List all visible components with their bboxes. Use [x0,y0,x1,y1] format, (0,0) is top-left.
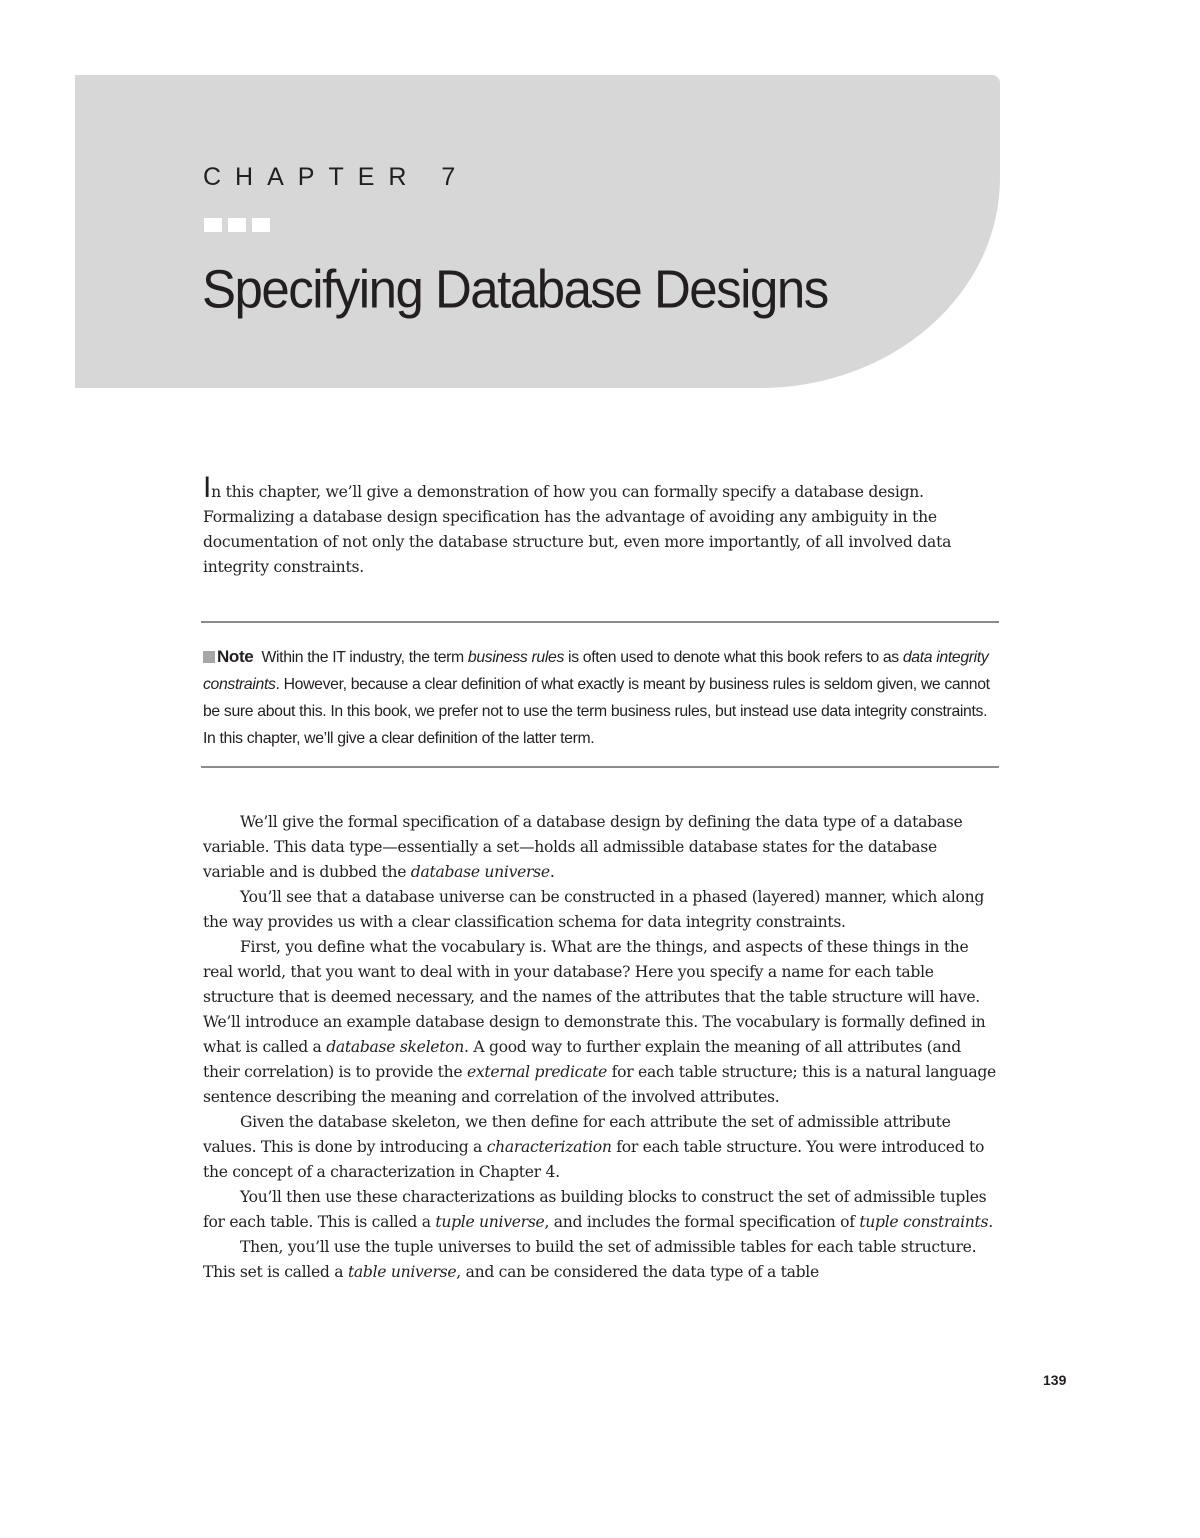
body-paragraph: First, you define what the vocabulary is. What are the things, and aspects of these things in the real world, that you want to deal with in your database? Here you specify a name for each table structure that is deemed necessary, and the names of the attributes that the table structure will have. We’ll introduce an example database design to demonstrate this. The vocabulary is formally defined in what is called a database skeleton. A good way to further explain the meaning of all attributes (and their correlation) is to provide the external predicate for each table structure; this is a natural language sentence describing the meaning and correlation of the involved attributes. [203,938,996,1106]
page-number: 139 [1043,1372,1067,1388]
note-label: Note [217,647,254,666]
body-paragraph: Then, you’ll use the tuple universes to build the set of admissible tables for each table structure. This set is called a table universe, and can be considered the data type of a table [203,1238,977,1281]
ornament-square [252,218,270,232]
body-paragraph: We’ll give the formal specification of a database design by defining the data type of a database variable. This data type—essentially a set—holds all admissible database states for the database variable and is dubbed the database universe. [203,813,963,881]
intro-text: n this chapter, we’ll give a demonstration of how you can formally specify a database design. Formalizing a database design specification has the advantage of avoiding any ambiguity in the documentation of not only the database structure but, even more importantly, of all involved data integrity constraints. [203,483,952,576]
ornament-square [228,218,246,232]
chapter-ornament [204,218,270,232]
note-square-icon [203,651,215,663]
intro-paragraph [203,471,1003,580]
note-box [201,621,999,768]
body-text [203,810,1000,1285]
chapter-title: Specifying Database Designs [202,259,828,319]
body-paragraph: Given the database skeleton, we then define for each attribute the set of admissible attribute values. This is done by introducing a characterization for each table structure. You were introduced to the concept of a characterization in Chapter 4. [203,1113,985,1181]
body-paragraph: You’ll see that a database universe can be constructed in a phased (layered) manner, which along the way provides us with a clear classification schema for data integrity constraints. [203,888,985,931]
drop-cap: I [203,471,212,504]
body-paragraph: You’ll then use these characterizations as building blocks to construct the set of admissible tuples for each table. This is called a tuple universe, and includes the formal specification of tuple constraints. [203,1188,993,1231]
ornament-square [204,218,222,232]
note-text: Note Within the IT industry, the term business rules is often used to denote what this book refers to as data integrity constraints. However, because a clear definition of what exactly is meant by business rules is seldom given, we cannot be sure about this. In this book, we prefer not to use the term business rules, but instead use data integrity constraints. In this chapter, we’ll give a clear definition of the latter term. [203,647,990,747]
chapter-label: CHAPTER 7 [203,163,470,191]
